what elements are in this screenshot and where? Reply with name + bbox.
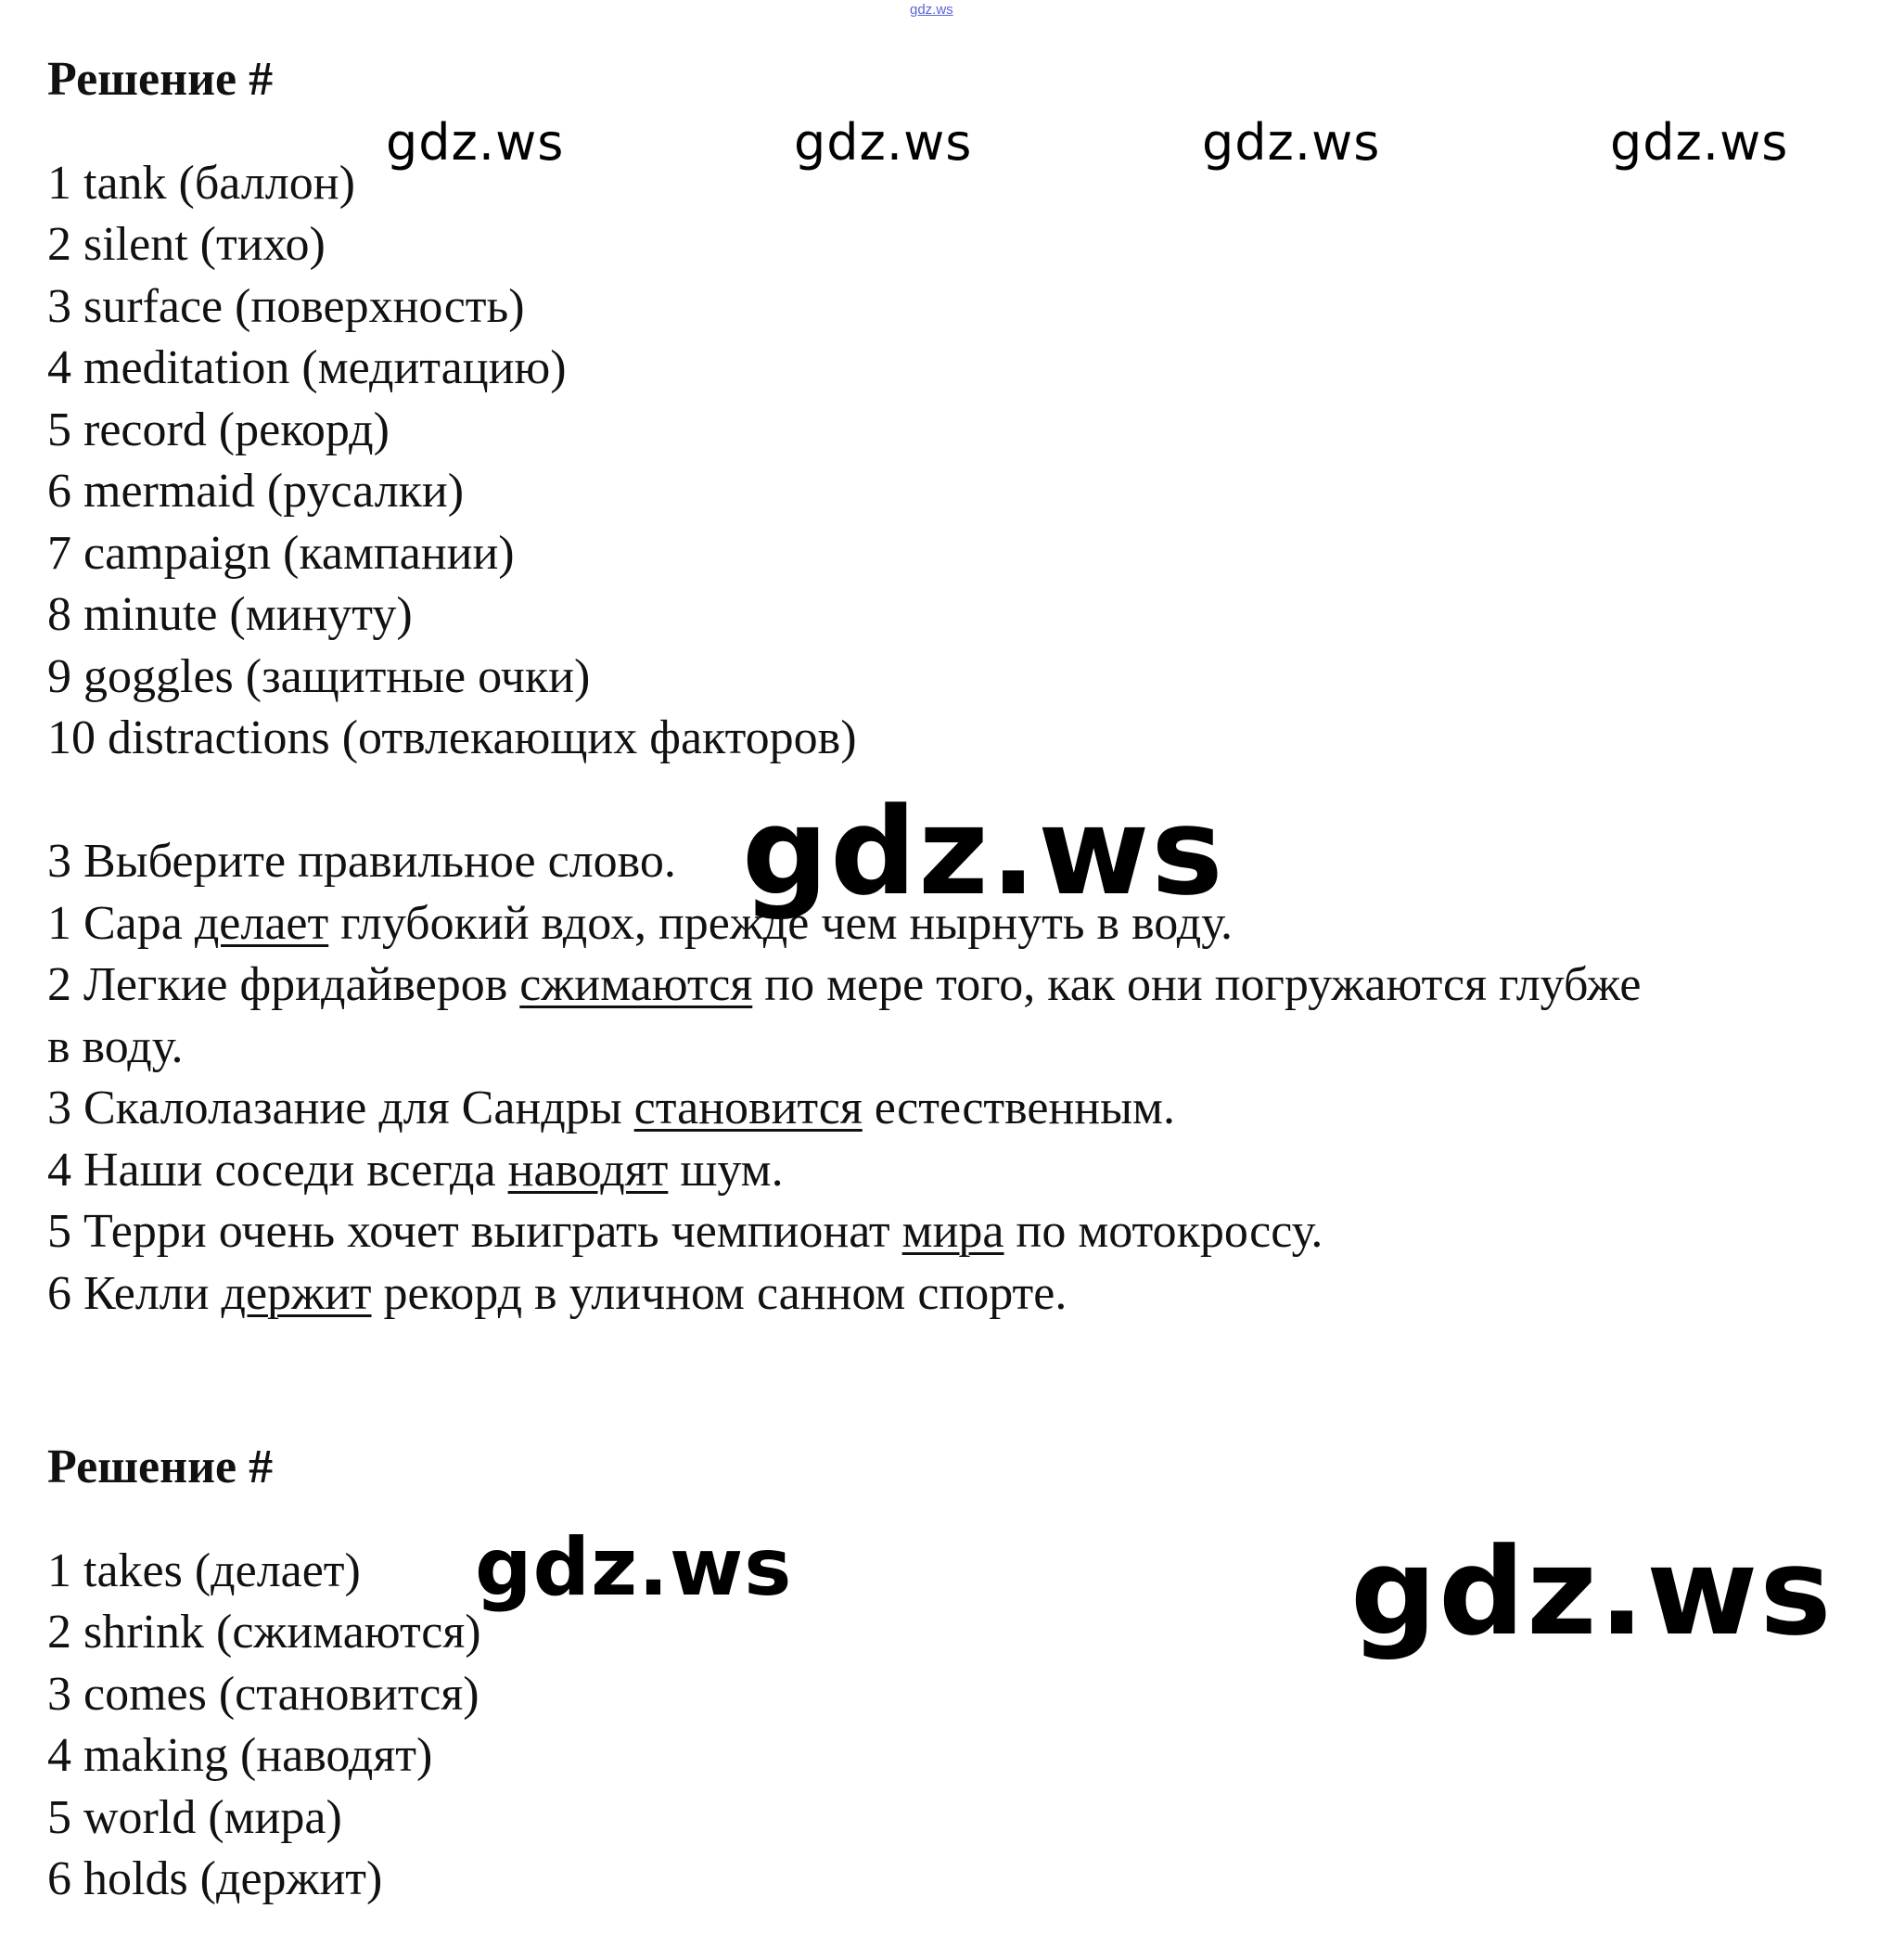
sentence-text: шум. [668,1144,784,1197]
chosen-word: держит [221,1267,372,1320]
answer-item: 3 surface (поверхность) [47,280,525,333]
chosen-word: сжимаются [519,958,753,1011]
sentence-text: 3 Скалолазание для Сандры [47,1082,634,1134]
top-source-link[interactable]: gdz.ws [910,2,953,18]
task-title: 3 Выберите правильное слово. [47,835,676,888]
task-sentence [47,1081,1175,1136]
watermark: gdz.ws [1202,113,1381,172]
watermark: gdz.ws [742,781,1225,922]
chosen-word: делает [194,897,329,950]
answer-item: 5 world (мира) [47,1791,342,1844]
sentence-text: естественным. [862,1082,1175,1134]
solution-heading-1: Решение # [47,53,274,106]
answer-item: 1 tank (баллон) [47,157,355,210]
chosen-word: становится [633,1082,863,1134]
answer-item: 5 record (рекорд) [47,404,390,456]
task-sentence [47,957,1641,1013]
answer-item: 7 campaign (кампании) [47,527,515,580]
answer-item: 2 shrink (сжимаются) [47,1606,481,1659]
answer-item: 4 meditation (медитацию) [47,341,567,394]
watermark: gdz.ws [1610,113,1789,172]
watermark: gdz.ws [794,113,973,172]
task-sentence [47,1204,1323,1260]
watermark: gdz.ws [1350,1521,1834,1662]
task-sentence-continuation: в воду. [47,1020,184,1073]
answer-item: 6 mermaid (русалки) [47,465,465,518]
sentence-text: рекорд в уличном санном спорте. [371,1267,1067,1320]
answer-item: 4 making (наводят) [47,1729,433,1782]
sentence-text: 5 Терри очень хочет выиграть чемпионат [47,1205,902,1258]
chosen-word: наводят [507,1144,669,1197]
answer-item: 8 minute (минуту) [47,588,413,641]
sentence-text: глубокий вдох, прежде чем нырнуть в воду. [328,897,1234,950]
answer-item: 10 distractions (отвлекающих факторов) [47,711,857,764]
solution-heading-2: Решение # [47,1441,274,1493]
answer-item: 3 comes (становится) [47,1668,479,1721]
task-sentence [47,1143,784,1198]
answer-item: 9 goggles (защитные очки) [47,650,591,703]
sentence-text: 6 Келли [47,1267,222,1320]
sentence-text: по мере того, как они погружаются глубже [752,958,1642,1011]
answer-item: 6 holds (держит) [47,1852,383,1905]
sentence-text: 1 Сара [47,897,195,950]
sentence-text: 4 Наши соседи всегда [47,1144,508,1197]
task-sentence [47,1266,1067,1322]
sentence-text: по мотокроссу. [1004,1205,1323,1258]
answer-item: 2 silent (тихо) [47,218,326,271]
answer-item: 1 takes (делает) [47,1544,361,1597]
watermark: gdz.ws [386,113,565,172]
watermark: gdz.ws [475,1521,793,1614]
sentence-text: 2 Легкие фридайверов [47,958,520,1011]
chosen-word: мира [901,1205,1004,1258]
